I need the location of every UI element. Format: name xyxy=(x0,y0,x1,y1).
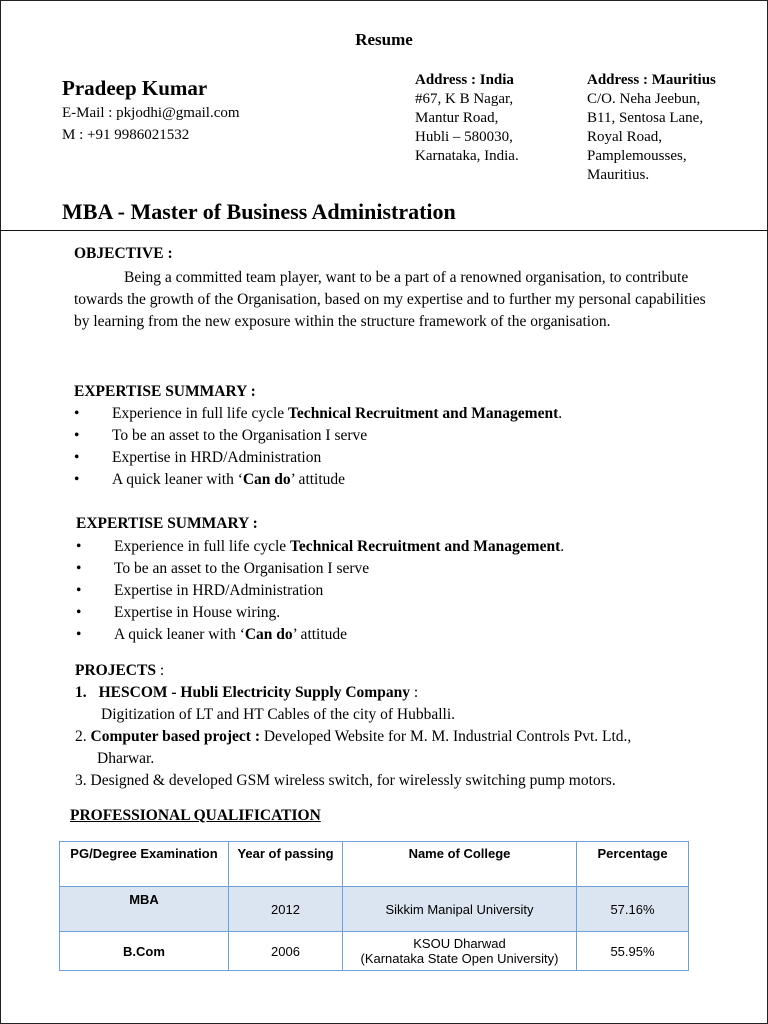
college-name-full: (Karnataka State Open University) xyxy=(360,951,559,966)
projects-section xyxy=(75,660,735,792)
address-line: Mauritius. xyxy=(587,167,650,183)
list-item: • A quick leaner with ‘Can do’ attitude xyxy=(74,469,714,491)
bullet-icon: • xyxy=(74,405,80,422)
column-header: PG/Degree Examination xyxy=(60,842,229,887)
bullet-icon: • xyxy=(74,427,80,444)
address-mauritius xyxy=(587,71,716,185)
project-item: 3. Designed & developed GSM wireless switch, for wirelessly switching pump motors. xyxy=(75,772,616,789)
college-name: KSOU Dharwad xyxy=(413,936,506,951)
email-line: E-Mail : pkjodhi@gmail.com xyxy=(62,105,240,121)
bullet-icon: • xyxy=(76,560,82,577)
address-line: Hubli – 580030, xyxy=(415,129,513,145)
address-mauritius-heading: Address : Mauritius xyxy=(587,72,716,88)
table-header-row xyxy=(60,842,689,887)
bullet-icon: • xyxy=(76,604,82,621)
qualification-table xyxy=(59,841,689,971)
column-header: Percentage xyxy=(577,842,689,887)
table-cell: MBA xyxy=(60,887,229,932)
qualification-heading: PROFESSIONAL QUALIFICATION xyxy=(70,807,321,824)
table-cell: 57.16% xyxy=(577,887,689,932)
list-item: • Experience in full life cycle Technical Recruitment and Management. xyxy=(74,403,714,425)
list-item: • Expertise in HRD/Administration xyxy=(76,580,716,602)
table-cell: 2006 xyxy=(229,932,343,971)
column-header: Year of passing xyxy=(229,842,343,887)
objective-text xyxy=(74,267,714,333)
bullet-icon: • xyxy=(74,471,80,488)
bullet-icon: • xyxy=(74,449,80,466)
header-divider xyxy=(0,230,768,231)
degree-heading: MBA - Master of Business Administration xyxy=(62,199,456,224)
address-line: B11, Sentosa Lane, xyxy=(587,110,704,126)
table-cell xyxy=(343,932,577,971)
document-title: Resume xyxy=(355,30,413,49)
project-description: Dharwar. xyxy=(97,750,155,767)
project-description: Digitization of LT and HT Cables of the city of Hubballi. xyxy=(101,706,456,723)
objective-body: Being a committed team player, want to be a part of a renowned organisation, to contribute towards the growth of the Organisation, based on my expertise and to further my personal capabilities by learning from the new exposure within the structure framework of the organisation. xyxy=(74,269,706,330)
list-item: • A quick leaner with ‘Can do’ attitude xyxy=(76,624,716,646)
project-item: 2. Computer based project : Developed Website for M. M. Industrial Controls Pvt. Ltd., xyxy=(75,728,632,745)
projects-heading: PROJECTS : xyxy=(75,662,165,679)
project-item: 1. HESCOM - Hubli Electricity Supply Company : xyxy=(75,684,419,701)
expertise-heading: EXPERTISE SUMMARY : xyxy=(76,515,258,532)
address-line: #67, K B Nagar, xyxy=(415,91,514,107)
table-cell: B.Com xyxy=(60,932,229,971)
table-cell: 2012 xyxy=(229,887,343,932)
list-item: • Expertise in HRD/Administration xyxy=(74,447,714,469)
address-line: Mantur Road, xyxy=(415,110,499,126)
address-line: Karnataka, India. xyxy=(415,148,519,164)
list-item: • To be an asset to the Organisation I serve xyxy=(76,558,716,580)
address-line: Royal Road, xyxy=(587,129,662,145)
mobile-line: M : +91 9986021532 xyxy=(62,127,190,143)
list-item: • Expertise in House wiring. xyxy=(76,602,716,624)
address-line: C/O. Neha Jeebun, xyxy=(587,91,701,107)
address-india-heading: Address : India xyxy=(415,72,514,88)
list-item: • Experience in full life cycle Technical Recruitment and Management. xyxy=(76,536,716,558)
column-header: Name of College xyxy=(343,842,577,887)
expertise-heading: EXPERTISE SUMMARY : xyxy=(74,383,256,400)
expertise-list xyxy=(74,403,714,491)
table-cell: Sikkim Manipal University xyxy=(343,887,577,932)
objective-heading: OBJECTIVE : xyxy=(74,245,173,262)
table-row xyxy=(60,887,689,932)
list-item: • To be an asset to the Organisation I serve xyxy=(74,425,714,447)
expertise-list xyxy=(76,536,716,646)
bullet-icon: • xyxy=(76,626,82,643)
table-row xyxy=(60,932,689,971)
candidate-name: Pradeep Kumar xyxy=(62,76,208,100)
bullet-icon: • xyxy=(76,538,82,555)
address-line: Pamplemousses, xyxy=(587,148,687,164)
table-cell: 55.95% xyxy=(577,932,689,971)
bullet-icon: • xyxy=(76,582,82,599)
address-india xyxy=(415,71,519,166)
